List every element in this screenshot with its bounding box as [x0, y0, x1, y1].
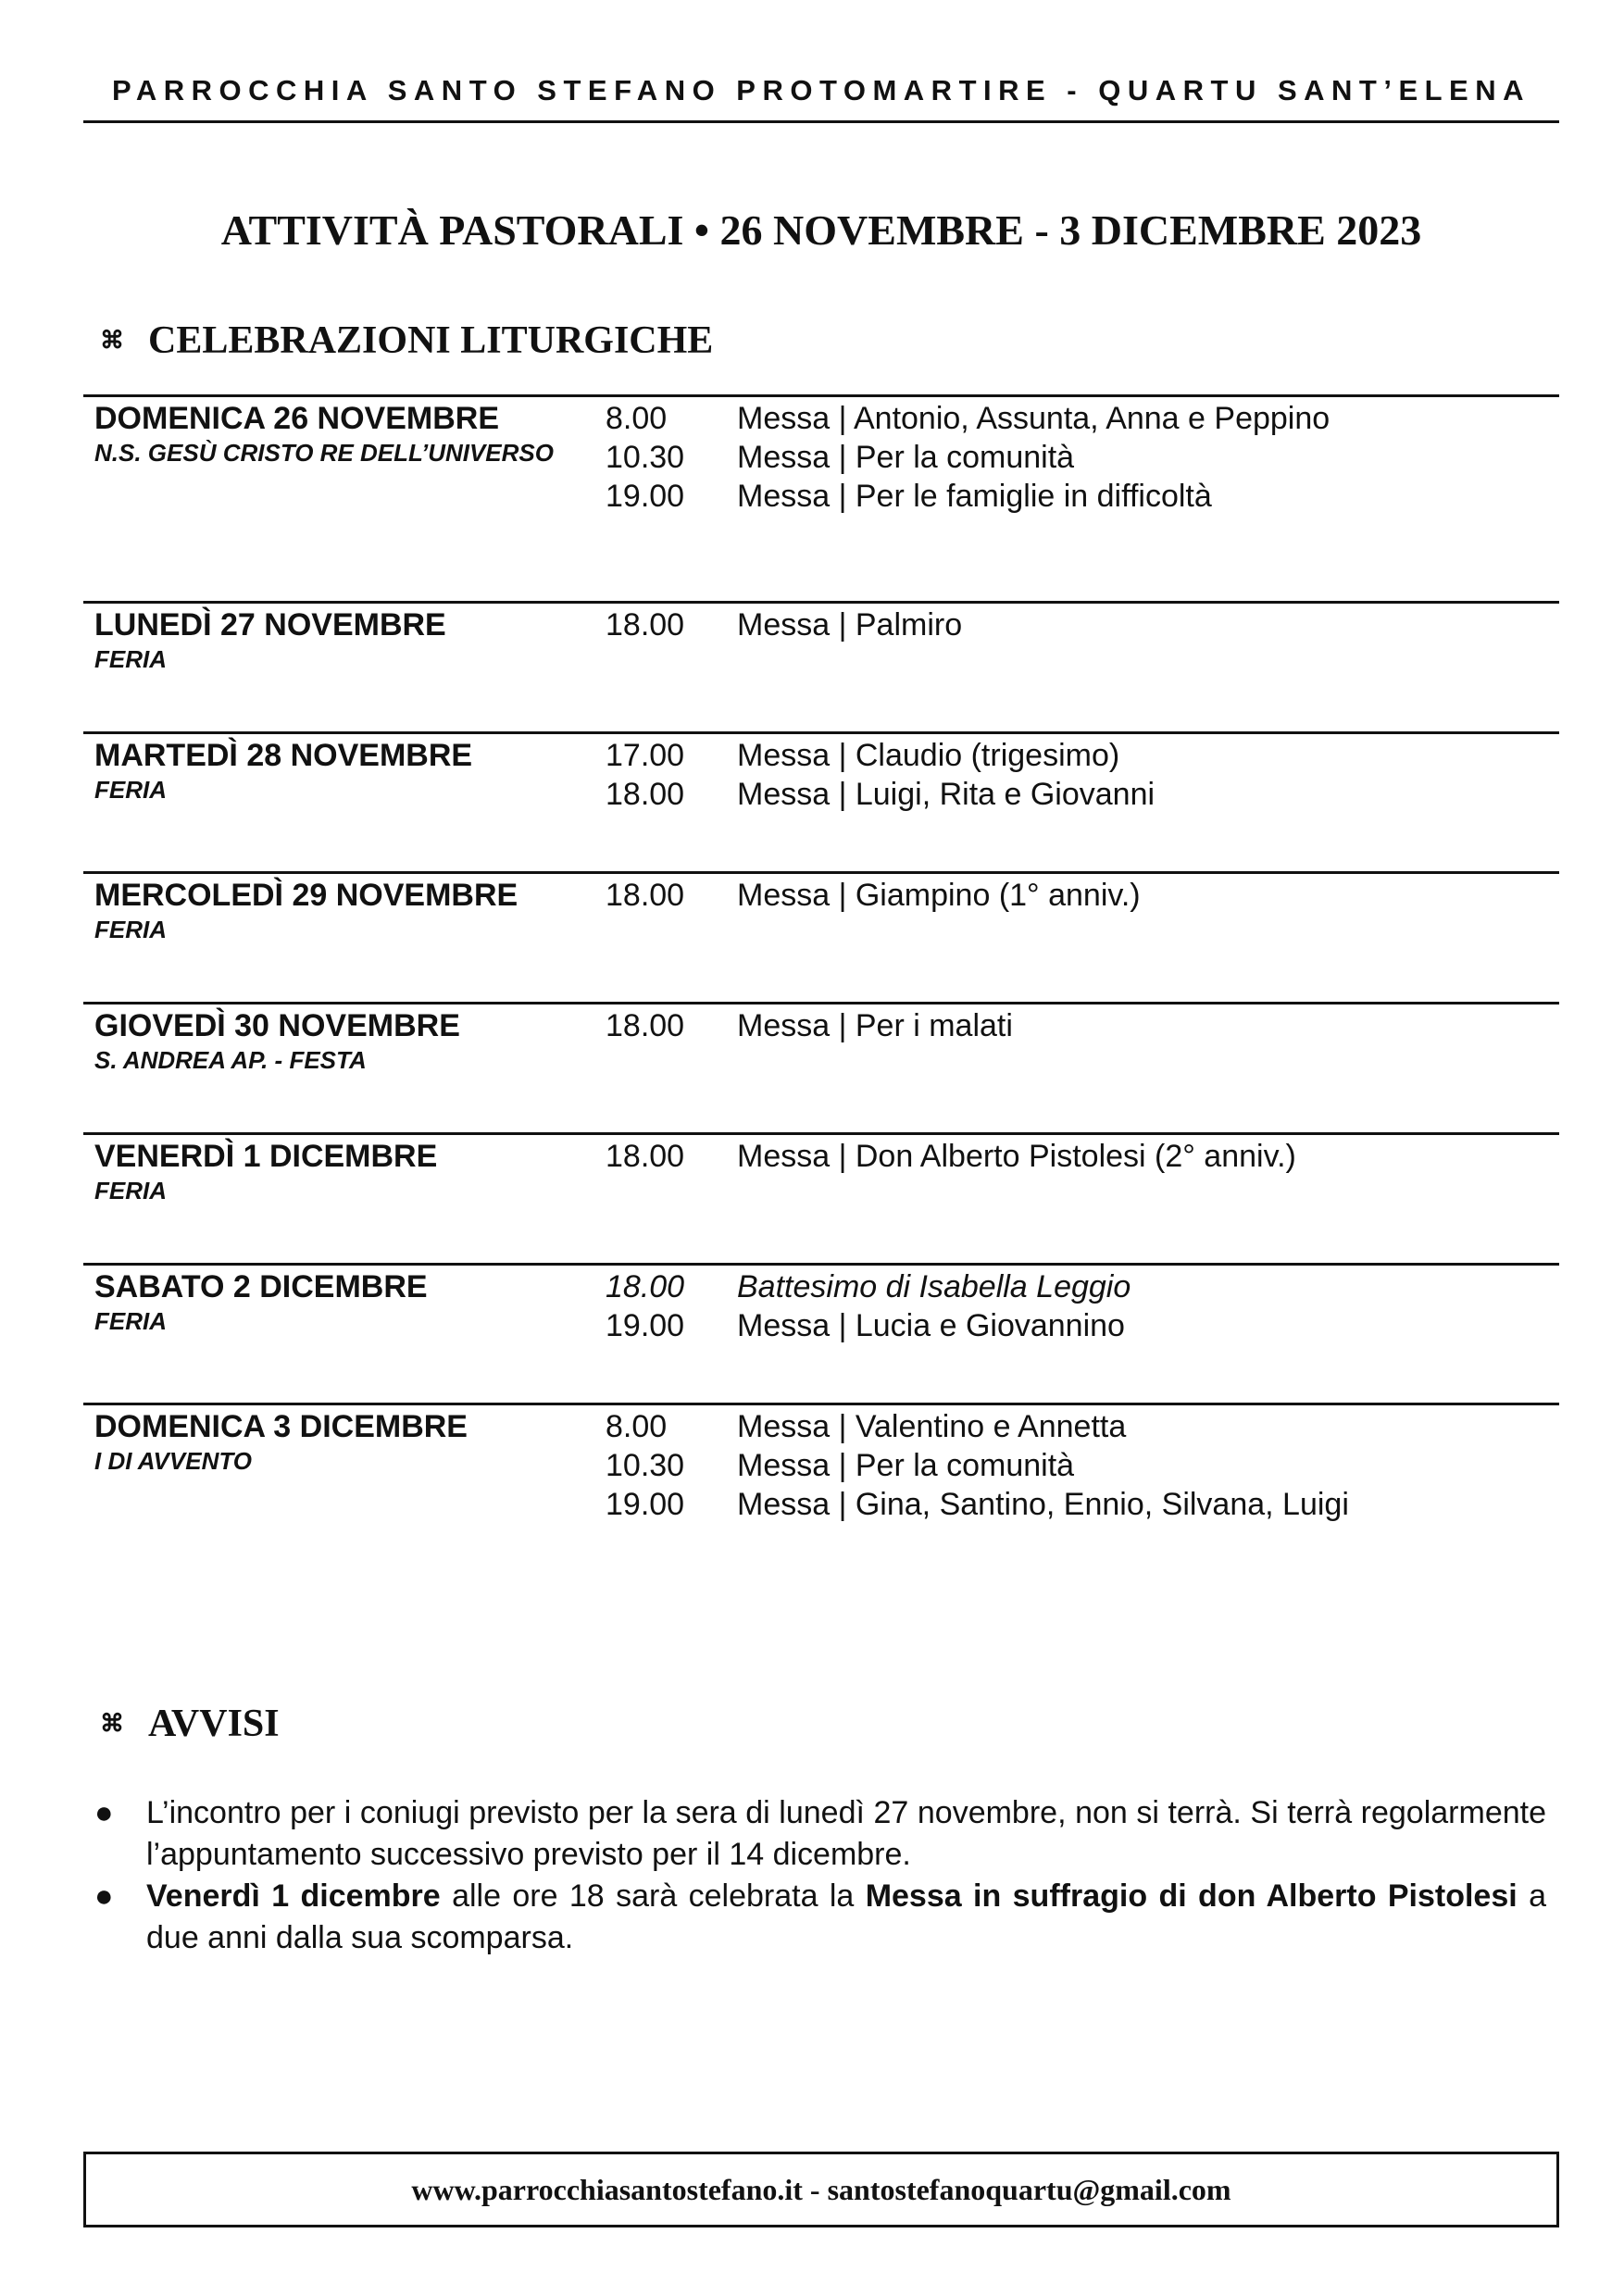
section-heading-celebrazioni	[100, 318, 713, 363]
celebration-list	[606, 605, 962, 644]
celebration-description: Battesimo di Isabella Leggio	[737, 1269, 1131, 1304]
liturgical-feast: FERIA	[94, 645, 167, 673]
footer-contacts: www.parrocchiasantostefano.it - santostefanoquartu@gmail.com	[411, 2172, 1231, 2206]
day-name: LUNEDÌ 27 NOVEMBRE	[94, 607, 446, 643]
day-name: DOMENICA 3 DICEMBRE	[94, 1409, 468, 1444]
header-divider	[83, 120, 1559, 123]
day-block	[83, 1132, 1559, 1263]
celebration-entry	[606, 1137, 1296, 1176]
celebration-time: 10.30	[606, 1448, 685, 1483]
notice-text: L’incontro per i coniugi previsto per la sera di lunedì 27 novembre, non si terrà. Si terrà regolarmente l’appuntamento successivo previsto per il 14 dicembre.	[146, 1795, 1546, 1872]
liturgical-feast: N.S. GESÙ CRISTO RE DELL’UNIVERSO	[94, 439, 554, 467]
celebration-time: 19.00	[606, 1487, 685, 1522]
page-title: ATTIVITÀ PASTORALI • 26 NOVEMBRE - 3 DICEMBRE 2023	[220, 206, 1422, 254]
celebration-description: Messa | Don Alberto Pistolesi (2° anniv.)	[737, 1139, 1296, 1174]
section-heading-label: CELEBRAZIONI LITURGICHE	[148, 319, 714, 362]
celebration-time: 8.00	[606, 1409, 668, 1444]
celebration-description: Messa | Giampino (1° anniv.)	[737, 878, 1141, 913]
fleuron-bullet-icon: ⌘	[100, 327, 124, 355]
celebration-entry	[606, 775, 1155, 814]
fleuron-bullet-icon: ⌘	[100, 1710, 124, 1738]
celebration-description: Messa | Valentino e Annetta	[737, 1409, 1127, 1444]
celebration-description: Messa | Per i malati	[737, 1008, 1013, 1043]
bullet-dot-icon: ●	[94, 1795, 114, 1830]
celebration-entry	[606, 1006, 1013, 1045]
celebration-entry	[606, 736, 1155, 775]
celebration-entry	[606, 1267, 1131, 1306]
celebration-time: 18.00	[606, 607, 685, 643]
celebration-entry	[606, 1446, 1349, 1485]
celebration-description: Messa | Per la comunità	[737, 1448, 1075, 1483]
celebration-entry	[606, 438, 1330, 477]
celebration-list	[606, 736, 1155, 814]
day-name: SABATO 2 DICEMBRE	[94, 1269, 428, 1304]
celebration-description: Messa | Claudio (trigesimo)	[737, 738, 1120, 773]
liturgical-feast: I DI AVVENTO	[94, 1447, 252, 1475]
day-block	[83, 601, 1559, 731]
day-block	[83, 871, 1559, 1002]
day-block	[83, 394, 1559, 601]
notice-text: alle ore 18 sarà celebrata la	[440, 1878, 866, 1914]
liturgical-feast: FERIA	[94, 916, 167, 943]
liturgical-feast: FERIA	[94, 1177, 167, 1204]
liturgical-schedule	[83, 394, 1559, 1588]
celebration-description: Messa | Palmiro	[737, 607, 963, 643]
section-heading-avvisi	[100, 1702, 280, 1746]
celebration-list	[606, 876, 1141, 915]
contact-footer	[83, 2152, 1559, 2227]
celebration-description: Messa | Luigi, Rita e Giovanni	[737, 777, 1156, 812]
celebration-entry	[606, 605, 962, 644]
day-block	[83, 731, 1559, 871]
celebration-entry	[606, 1485, 1349, 1524]
celebration-description: Messa | Antonio, Assunta, Anna e Peppino	[737, 401, 1330, 436]
celebration-time: 8.00	[606, 401, 668, 436]
notice-emphasis: Messa in suffragio di don Alberto Pistolesi	[865, 1878, 1518, 1914]
celebration-time: 18.00	[606, 1008, 685, 1043]
celebration-time: 18.00	[606, 1269, 685, 1304]
notice-item	[93, 1792, 1546, 1876]
celebration-list	[606, 1407, 1349, 1524]
celebration-time: 18.00	[606, 777, 685, 812]
celebration-entry	[606, 1306, 1131, 1345]
notice-item	[93, 1876, 1546, 1959]
celebration-entry	[606, 1407, 1349, 1446]
celebration-time: 18.00	[606, 878, 685, 913]
day-name: VENERDÌ 1 DICEMBRE	[94, 1139, 438, 1174]
celebration-time: 19.00	[606, 1308, 685, 1343]
notice-emphasis: Venerdì 1 dicembre	[146, 1878, 441, 1914]
celebration-entry	[606, 477, 1330, 516]
day-block	[83, 1263, 1559, 1403]
day-name: MERCOLEDÌ 29 NOVEMBRE	[94, 878, 518, 913]
celebration-description: Messa | Gina, Santino, Ennio, Silvana, Luigi	[737, 1487, 1349, 1522]
celebration-time: 17.00	[606, 738, 685, 773]
celebration-list	[606, 1137, 1296, 1176]
day-block	[83, 1002, 1559, 1132]
celebration-list	[606, 399, 1330, 516]
parish-header: PARROCCHIA SANTO STEFANO PROTOMARTIRE - QUARTU SANT’ELENA	[111, 74, 1531, 106]
section-heading-label: AVVISI	[148, 1703, 280, 1745]
celebration-entry	[606, 399, 1330, 438]
celebration-list	[606, 1006, 1013, 1045]
notices-list	[93, 1792, 1546, 1959]
day-block	[83, 1403, 1559, 1588]
celebration-description: Messa | Lucia e Giovannino	[737, 1308, 1125, 1343]
celebration-description: Messa | Per la comunità	[737, 440, 1075, 475]
celebration-entry	[606, 876, 1141, 915]
liturgical-feast: S. ANDREA AP. - FESTA	[94, 1046, 367, 1074]
bullet-dot-icon: ●	[94, 1878, 114, 1914]
celebration-description: Messa | Per le famiglie in difficoltà	[737, 479, 1212, 514]
day-name: GIOVEDÌ 30 NOVEMBRE	[94, 1008, 460, 1043]
celebration-time: 18.00	[606, 1139, 685, 1174]
day-name: DOMENICA 26 NOVEMBRE	[94, 401, 500, 436]
celebration-list	[606, 1267, 1131, 1345]
notice-text: a due anni dalla sua scomparsa.	[146, 1878, 1546, 1955]
liturgical-feast: FERIA	[94, 776, 167, 804]
day-name: MARTEDÌ 28 NOVEMBRE	[94, 738, 473, 773]
celebration-time: 10.30	[606, 440, 685, 475]
celebration-time: 19.00	[606, 479, 685, 514]
liturgical-feast: FERIA	[94, 1307, 167, 1335]
